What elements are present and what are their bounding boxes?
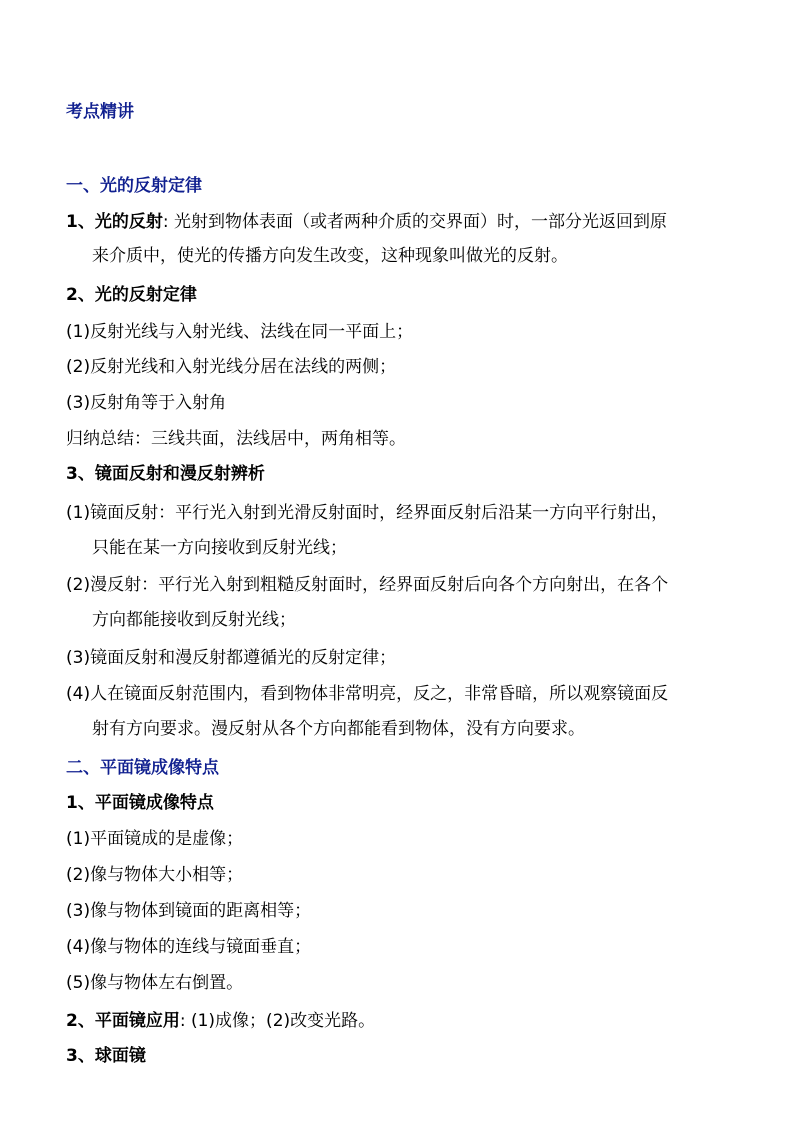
section2-item1-heading: 1、平面镜成像特点	[66, 793, 214, 813]
section1-item1-text-a: : 光射到物体表面（或者两种介质的交界面）时，一部分光返回到原	[162, 212, 667, 232]
section1-item1-line2: 来介质中，使光的传播方向发生改变，这种现象叫做光的反射。	[92, 246, 568, 266]
section1-item3-heading: 3、镜面反射和漫反射辨析	[66, 464, 265, 484]
section1-item3-point1-line2: 只能在某一方向接收到反射光线；	[92, 538, 347, 558]
section1-item2-point1: (1)反射光线与入射光线、法线在同一平面上；	[66, 322, 414, 342]
section1-item2-point3: (3)反射角等于入射角	[66, 393, 227, 413]
section2-item1-point1: (1)平面镜成的是虚像；	[66, 829, 244, 849]
page-title: 考点精讲	[66, 102, 134, 122]
section1-item3-point4-line1: (4)人在镜面反射范围内，看到物体非常明亮，反之，非常昏暗，所以观察镜面反	[66, 684, 669, 704]
section1-summary: 归纳总结：三线共面，法线居中，两角相等。	[66, 429, 406, 449]
section2-item1-point2: (2)像与物体大小相等；	[66, 865, 244, 885]
section2-item2-text: : (1)成像；(2)改变光路。	[179, 1011, 376, 1031]
section1-item1-line1	[66, 211, 667, 233]
section2-item1-point5: (5)像与物体左右倒置。	[66, 973, 244, 993]
section2-item3-heading: 3、球面镜	[66, 1046, 146, 1066]
section2-heading: 二、平面镜成像特点	[66, 758, 219, 778]
section1-item3-point3: (3)镜面反射和漫反射都遵循光的反射定律；	[66, 648, 397, 668]
section2-item2-line	[66, 1010, 375, 1032]
section2-item1-point4: (4)像与物体的连线与镜面垂直；	[66, 937, 312, 957]
section1-item3-point1-line1: (1)镜面反射：平行光入射到光滑反射面时，经界面反射后沿某一方向平行射出，	[66, 503, 669, 523]
section1-item1-term: 1、光的反射	[66, 212, 163, 232]
section1-item2-heading: 2、光的反射定律	[66, 285, 197, 305]
section2-item1-point3: (3)像与物体到镜面的距离相等；	[66, 901, 312, 921]
section1-item3-point2-line1: (2)漫反射：平行光入射到粗糙反射面时，经界面反射后向各个方向射出，在各个	[66, 575, 669, 595]
section1-item3-point2-line2: 方向都能接收到反射光线；	[92, 610, 296, 630]
section2-item2-term: 2、平面镜应用	[66, 1011, 180, 1031]
section1-heading: 一、光的反射定律	[66, 176, 202, 196]
section1-item3-point4-line2: 射有方向要求。漫反射从各个方向都能看到物体，没有方向要求。	[92, 719, 585, 739]
section1-item2-point2: (2)反射光线和入射光线分居在法线的两侧；	[66, 357, 397, 377]
